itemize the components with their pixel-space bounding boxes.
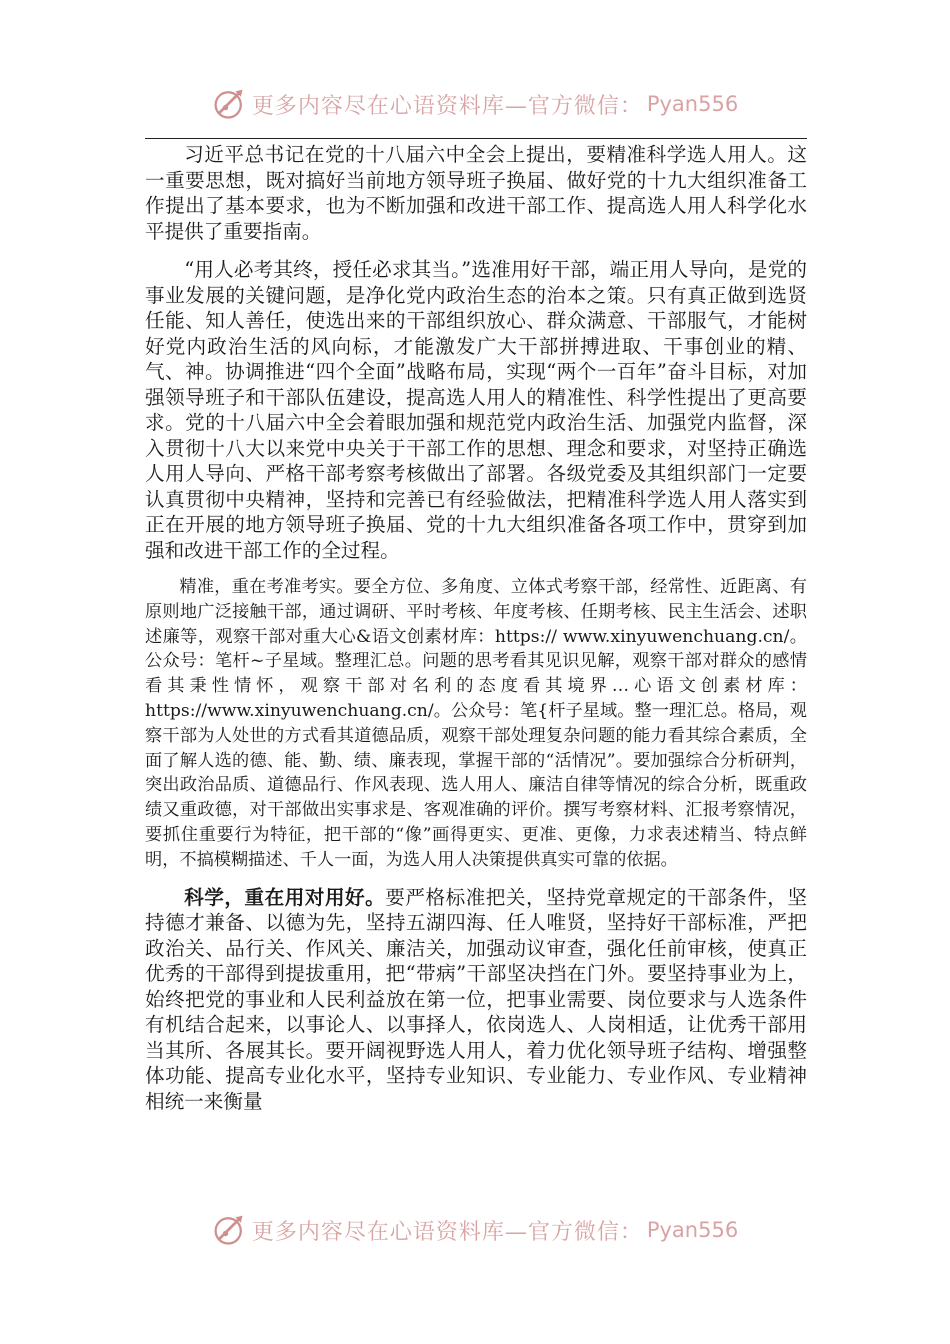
- banner-wechat-id: Pyan556: [646, 1218, 739, 1242]
- paragraph-4: [145, 885, 807, 1115]
- banner-wechat-id: Pyan556: [646, 92, 739, 116]
- banner-text: 更多内容尽在心语资料库—官方微信：: [251, 1219, 643, 1245]
- paragraph-4-lead: 科学，重在用对用好。: [184, 885, 386, 909]
- footer-banner: [0, 1210, 950, 1250]
- article-body: [145, 142, 807, 1114]
- header-divider: [145, 138, 807, 139]
- paragraph-4-text: 要严格标准把关，坚持党章规定的干部条件，坚持德才兼备、以德为先，坚持五湖四海、任人唯贤，坚持好干部标准，严把政治关、品行关、作风关、廉洁关，加强动议审查，强化任前审核，使真正优秀的干部得到提拔重用，把“带病”干部坚决挡在门外。要坚持事业为上，始终把党的事业和人民利益放在第一位，把事业需要、岗位要求与人选条件有机结合起来，以事论人、以事择人，依岗选人、人岗相适，让优秀干部用当其所、各展其长。要开阔视野选人用人，着力优化领导班子结构、增强整体功能、提高专业化水平，坚持专业知识、专业能力、专业作风、专业精神相统一来衡量: [145, 885, 808, 1113]
- paragraph-3: 精准，重在考准考实。要全方位、多角度、立体式考察干部，经常性、近距离、有原则地广泛接触干部，通过调研、平时考核、年度考核、任期考核、民主生活会、述职述廉等，观察干部对重大心&语文创素材库：https:// www.xinyuwenchuang.cn/。公众号：笔杆~子星域。整理汇总。问题的思考看其见识见解，观察干部对群众的感情看其秉性情怀，观察干部对名利的态度看其境界…心语文创素材库：https://www.xinyuwenchuang.cn/。公众号：笔{杆子星域。整一理汇总。格局，观察干部为人处世的方式看其道德品质，观察干部处理复杂问题的能力看其综合素质，全面了解人选的德、能、勤、绩、廉表现，掌握干部的“活情况”。要加强综合分析研判，突出政治品质、道德品行、作风表现、选人用人、廉洁自律等情况的综合分析，既重政绩又重政德，对干部做出实事求是、客观准确的评价。撰写考察材料、汇报考察情况，要抓住重要行为特征，把干部的“像”画得更实、更准、更像，力求表述精当、特点鲜明，不搞模糊描述、千人一面，为选人用人决策提供真实可靠的依据。: [145, 577, 807, 870]
- pen-logo-icon: [212, 1212, 248, 1248]
- pen-logo-icon: [212, 86, 248, 122]
- paragraph-2: “用人必考其终，授任必求其当。”选准用好干部，端正用人导向，是党的事业发展的关键问题，是净化党内政治生态的治本之策。只有真正做到选贤任能、知人善任，使选出来的干部组织放心、群众满意、干部服气，才能树好党内政治生活的风向标，才能激发广大干部拼搏进取、干事创业的精、气、神。协调推进“四个全面”战略布局，实现“两个一百年”奋斗目标，对加强领导班子和干部队伍建设，提高选人用人的精准性、科学性提出了更高要求。党的十八届六中全会着眼加强和规范党内政治生活、加强党内监督，深入贯彻十八大以来党中央关于干部工作的思想、理念和要求，对坚持正确选人用人导向、严格干部考察考核做出了部署。各级党委及其组织部门一定要认真贯彻中央精神，坚持和完善已有经验做法，把精准科学选人用人落实到正在开展的地方领导班子换届、党的十九大组织准备各项工作中，贯穿到加强和改进干部工作的全过程。: [145, 258, 807, 562]
- banner-text: 更多内容尽在心语资料库—官方微信：: [251, 93, 643, 119]
- paragraph-1: 习近平总书记在党的十八届六中全会上提出，要精准科学选人用人。这一重要思想，既对搞好当前地方领导班子换届、做好党的十九大组织准备工作提出了基本要求，也为不断加强和改进干部工作、提高选人用人科学化水平提供了重要指南。: [145, 143, 807, 243]
- header-banner: [0, 84, 950, 124]
